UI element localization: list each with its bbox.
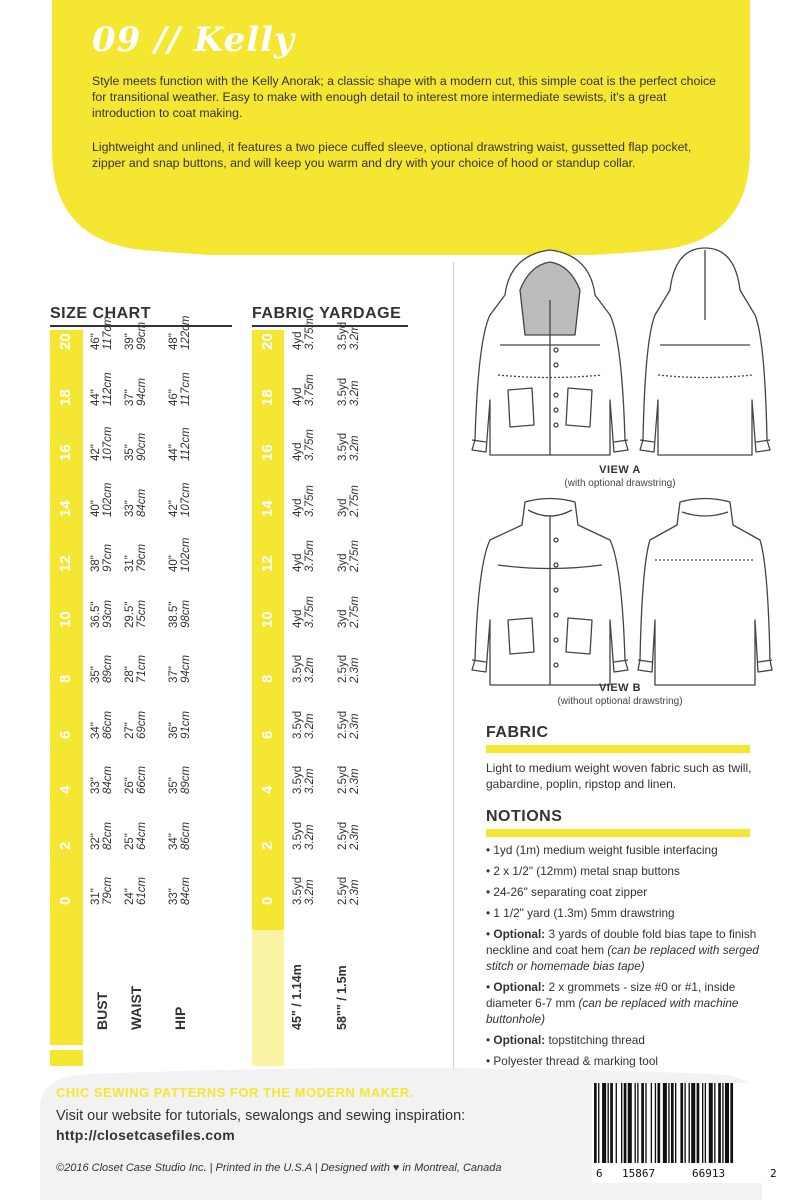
size-chart-value [124,544,148,572]
size-chart-value [90,877,114,905]
yardage-meters: 3.75m [304,484,316,517]
size-chart-size-label: 2 [57,841,74,850]
measurement-inches: 38" [90,555,102,572]
size-chart-size-label: 6 [57,730,74,739]
yardage-yards: 2.5yd [337,765,349,794]
yardage-yards: 4yd [292,553,304,572]
vertical-divider [453,262,454,1070]
size-chart-value [90,821,114,849]
size-chart-size-bar [50,330,83,1045]
measurement-cm: 75cm [136,599,148,628]
size-chart-size-label: 8 [57,674,74,683]
view-a-sublabel: (with optional drawstring) [564,478,676,489]
size-chart-value [90,426,114,461]
measurement-cm: 69cm [136,710,148,739]
yardage-meters: 2.75m [349,484,361,517]
measurement-cm: 102cm [180,537,192,572]
yardage-value [337,821,361,849]
footer-copyright: ©2016 Closet Case Studio Inc. | Printed in the U.S.A | Designed with ♥ in Montreal, Canada [56,1162,502,1174]
yardage-value [337,877,361,905]
measurement-cm: 91cm [180,710,192,739]
size-chart-row-label: WAIST [128,985,144,1030]
fabric-underline [486,745,750,753]
barcode-digit-group: 66913 [692,1167,726,1180]
yardage-size-label: 20 [259,333,276,350]
size-chart-value [124,433,148,461]
footer-tagline: CHIC SEWING PATTERNS FOR THE MODERN MAKER. [56,1085,414,1100]
size-chart-value [124,655,148,683]
measurement-inches: 35" [90,666,102,683]
size-chart-value [168,821,192,849]
measurement-inches: 42" [168,499,180,517]
measurement-cm: 86cm [180,821,192,850]
size-chart-size-label: 18 [57,388,74,406]
notions-underline [486,829,750,837]
yardage-meters: 3.2m [304,879,316,905]
barcode-bars [592,1083,782,1167]
notion-item: • 1 1/2" yard (1.3m) 5mm drawstring [486,906,675,920]
barcode [592,1083,782,1183]
measurement-inches: 25" [124,832,136,850]
yardage-yards: 3.5yd [337,432,349,461]
yardage-yards: 3yd [337,553,349,572]
size-chart-heading: SIZE CHART [50,305,151,322]
yardage-meters: 2.3m [349,712,361,739]
measurement-cm: 98cm [180,599,192,628]
measurement-cm: 93cm [102,599,114,628]
yardage-value [337,596,361,628]
yardage-yards: 3.5yd [292,821,304,850]
yardage-yards: 3.5yd [292,765,304,794]
size-chart-value [168,710,192,738]
size-chart-row-label: HIP [172,1006,188,1030]
measurement-inches: 40" [90,499,102,517]
yardage-size-label: 16 [259,444,276,461]
measurement-inches: 38.5" [168,601,180,628]
barcode-digit-group: 15867 [622,1167,656,1180]
fabric-yardage-size-bar [252,330,284,930]
yardage-meters: 3.2m [304,768,316,794]
yardage-yards: 4yd [292,331,304,350]
size-chart-value [124,877,148,905]
yardage-size-label: 4 [259,785,276,794]
footer-visit-text: Visit our website for tutorials, sewalongs and sewing inspiration: [56,1108,466,1124]
size-chart-size-label: 20 [57,333,74,350]
measurement-inches: 31" [90,888,102,905]
measurement-cm: 107cm [102,426,114,461]
size-chart-value [90,766,114,794]
footer-website-link[interactable]: http://closetcasefiles.com [56,1127,235,1143]
yardage-meters: 3.2m [349,379,361,406]
measurement-inches: 36.5" [90,601,102,628]
measurement-cm: 79cm [136,543,148,572]
measurement-cm: 112cm [180,427,192,461]
yardage-value [337,322,361,350]
size-chart-size-label: 12 [57,555,74,572]
yardage-value [292,429,316,461]
measurement-inches: 44" [168,444,180,461]
yardage-value [292,877,316,905]
measurement-inches: 42" [90,444,102,461]
measurement-inches: 32" [90,832,102,850]
measurement-inches: 46" [90,333,102,350]
measurement-cm: 71cm [136,654,148,683]
measurement-cm: 84cm [102,765,114,794]
description-paragraph-2: Lightweight and unlined, it features a two piece cuffed sleeve, optional drawstring waist, gussetted flap pocket, zipper and snap buttons, and will keep you warm and dry with your choice of hood or standup collar. [92,140,692,170]
notion-item: • 24-26" separating coat zipper [486,885,648,899]
size-chart-bar-foot [50,1050,83,1066]
measurement-inches: 40" [168,555,180,572]
size-chart-size-label: 4 [57,785,74,794]
measurement-cm: 122cm [180,315,192,350]
size-chart-value [124,488,148,516]
measurement-inches: 34" [168,832,180,850]
yardage-meters: 2.75m [349,595,361,628]
yardage-value [337,377,361,405]
yardage-yards: 2.5yd [337,710,349,739]
measurement-cm: 94cm [136,377,148,406]
yardage-value [337,655,361,683]
size-chart-value [90,372,114,406]
measurement-inches: 48" [168,333,180,350]
view-b-front-illustration [472,499,628,686]
yardage-meters: 2.3m [349,768,361,794]
yardage-value [337,766,361,794]
barcode-digit-group: 2 [770,1167,777,1180]
yardage-yards: 2.5yd [337,821,349,850]
size-chart-size-label: 14 [57,499,74,517]
measurement-inches: 33" [168,888,180,905]
yardage-meters: 2.75m [349,540,361,572]
fabric-yardage-heading: FABRIC YARDAGE [252,305,402,322]
yardage-yards: 4yd [292,497,304,517]
measurement-cm: 94cm [180,654,192,683]
yardage-size-label: 2 [259,841,276,850]
notion-item: • Optional: topstitching thread [486,1033,645,1047]
measurement-inches: 24" [124,888,136,905]
view-a-back-illustration [640,248,770,455]
yardage-meters: 3.2m [304,657,316,683]
size-chart-value [90,599,114,627]
yardage-value [292,540,316,572]
measurement-inches: 37" [124,388,136,406]
notions-heading: NOTIONS [486,808,563,825]
yardage-yards: 4yd [292,442,304,461]
size-chart-value [90,655,114,683]
measurement-inches: 29.5" [124,601,136,628]
yardage-meters: 3.75m [304,595,316,628]
yardage-meters: 2.3m [349,657,361,683]
yardage-size-label: 18 [259,388,276,406]
measurement-inches: 27" [124,721,136,739]
yardage-yards: 3.5yd [337,321,349,350]
measurement-inches: 31" [124,555,136,572]
yardage-meters: 3.75m [304,540,316,572]
measurement-inches: 35" [124,444,136,461]
measurement-inches: 44" [90,388,102,406]
yardage-meters: 2.3m [349,879,361,905]
size-chart-value [168,427,192,461]
fabric-yardage-rule [252,325,408,327]
size-chart-row-label: BUST [94,991,110,1030]
size-chart-value [90,316,114,350]
measurement-cm: 86cm [102,710,114,739]
measurement-cm: 82cm [102,821,114,850]
yardage-size-label: 0 [259,896,276,905]
measurement-cm: 61cm [136,876,148,905]
measurement-inches: 34" [90,721,102,739]
yardage-yards: 2.5yd [337,876,349,905]
yardage-yards: 3.5yd [337,377,349,406]
size-chart-value [124,377,148,405]
yardage-value [292,318,316,350]
yardage-value [337,540,361,572]
notion-item: • 2 x 1/2" (12mm) metal snap buttons [486,864,680,878]
yardage-value [337,710,361,738]
measurement-inches: 36" [168,721,180,739]
measurement-cm: 117cm [180,371,192,406]
measurement-inches: 28" [124,666,136,683]
yardage-yards: 4yd [292,608,304,628]
measurement-inches: 33" [124,499,136,517]
measurement-inches: 39" [124,333,136,350]
size-chart-value [168,372,192,406]
barcode-digit-group: 6 [596,1167,603,1180]
measurement-inches: 37" [168,666,180,683]
size-chart-value [168,766,192,794]
yardage-value [292,374,316,406]
notions-list [486,842,776,1074]
description-paragraph-1: Style meets function with the Kelly Anorak; a classic shape with a modern cut, this simple coat is the perfect choice for transitional weather. Easy to make with enough detail to interest more intermediate sewists, it's a great introduction to coat making. [92,74,717,120]
yardage-meters: 3.2m [349,324,361,350]
size-chart-value [168,482,192,517]
measurement-cm: 107cm [180,481,192,517]
pattern-title: 09 // Kelly [92,20,295,60]
size-chart-value [168,315,192,350]
yardage-yards: 3yd [337,608,349,628]
notion-item: • Optional: 2 x grommets - size #0 or #1, inside diameter 6-7 mm (can be replaced with machine buttonhole) [486,980,739,1026]
size-chart-value [168,537,192,572]
size-chart-size-label: 10 [57,610,74,628]
yardage-value [292,766,316,794]
view-a-label: VIEW A [599,464,641,476]
view-b-sublabel: (without optional drawstring) [557,696,683,707]
fabric-yardage-bar-foot [252,930,284,1066]
header-banner [0,0,802,255]
measurement-cm: 64cm [136,821,148,850]
yardage-size-label: 12 [259,555,276,572]
yardage-yards: 3.5yd [292,876,304,905]
size-chart-value [90,544,114,572]
size-chart-value [168,877,192,905]
yardage-meters: 3.75m [304,429,316,461]
measurement-inches: 46" [168,388,180,406]
size-chart-size-label: 16 [57,444,74,461]
size-chart-value [168,599,192,627]
yardage-size-label: 14 [259,499,276,517]
yardage-value [292,710,316,738]
measurement-cm: 102cm [102,481,114,517]
measurement-cm: 79cm [102,876,114,905]
yardage-yards: 3.5yd [292,654,304,683]
measurement-cm: 66cm [136,765,148,794]
yardage-value [337,433,361,461]
yardage-value [292,596,316,628]
yardage-yards: 3yd [337,497,349,517]
measurement-cm: 84cm [136,488,148,517]
size-chart-value [168,655,192,683]
yardage-row-label: 58"" / 1.5m [335,965,349,1030]
fabric-heading: FABRIC [486,724,549,741]
size-chart-value [124,322,148,350]
yardage-value [292,655,316,683]
yardage-yards: 2.5yd [337,654,349,683]
measurement-inches: 35" [168,777,180,794]
yardage-meters: 3.2m [304,712,316,739]
yardage-size-label: 10 [259,610,276,628]
yardage-meters: 3.2m [349,435,361,461]
fabric-description: Light to medium weight woven fabric such as twill, gabardine, poplin, ripstop and linen. [486,761,752,791]
yardage-meters: 3.75m [304,373,316,406]
view-b-back-illustration [638,499,772,686]
notion-item: • Optional: 3 yards of double fold bias tape to finish neckline and coat hem (can be replaced with serged stitch or homemade bias tape) [486,927,759,973]
yardage-value [292,821,316,849]
measurement-cm: 84cm [180,876,192,905]
yardage-row-label: 45" / 1.14m [290,964,304,1030]
view-b-label: VIEW B [598,682,642,694]
measurement-cm: 97cm [102,543,114,572]
notion-item: • 1yd (1m) medium weight fusible interfacing [486,843,718,857]
size-chart-value [90,710,114,738]
measurement-cm: 112cm [102,371,114,406]
size-chart-value [124,821,148,849]
measurement-inches: 33" [90,777,102,794]
size-chart-value [90,482,114,517]
size-chart-value [124,766,148,794]
yardage-size-label: 8 [259,674,276,683]
measurement-cm: 89cm [102,654,114,683]
yardage-meters: 3.75m [304,318,316,350]
size-chart-value [124,599,148,627]
measurement-inches: 26" [124,777,136,794]
view-a-front-illustration [472,250,628,455]
yardage-size-label: 6 [259,730,276,739]
yardage-meters: 2.3m [349,823,361,850]
yardage-value [337,485,361,517]
notion-item: • Polyester thread & marking tool [486,1054,659,1068]
yardage-meters: 3.2m [304,823,316,850]
measurement-cm: 90cm [136,432,148,461]
measurement-cm: 89cm [180,765,192,794]
yardage-yards: 3.5yd [292,710,304,739]
measurement-cm: 117cm [102,316,114,350]
yardage-yards: 4yd [292,386,304,406]
measurement-cm: 99cm [136,321,148,350]
size-chart-value [124,710,148,738]
size-chart-size-label: 0 [57,896,74,905]
yardage-value [292,485,316,517]
